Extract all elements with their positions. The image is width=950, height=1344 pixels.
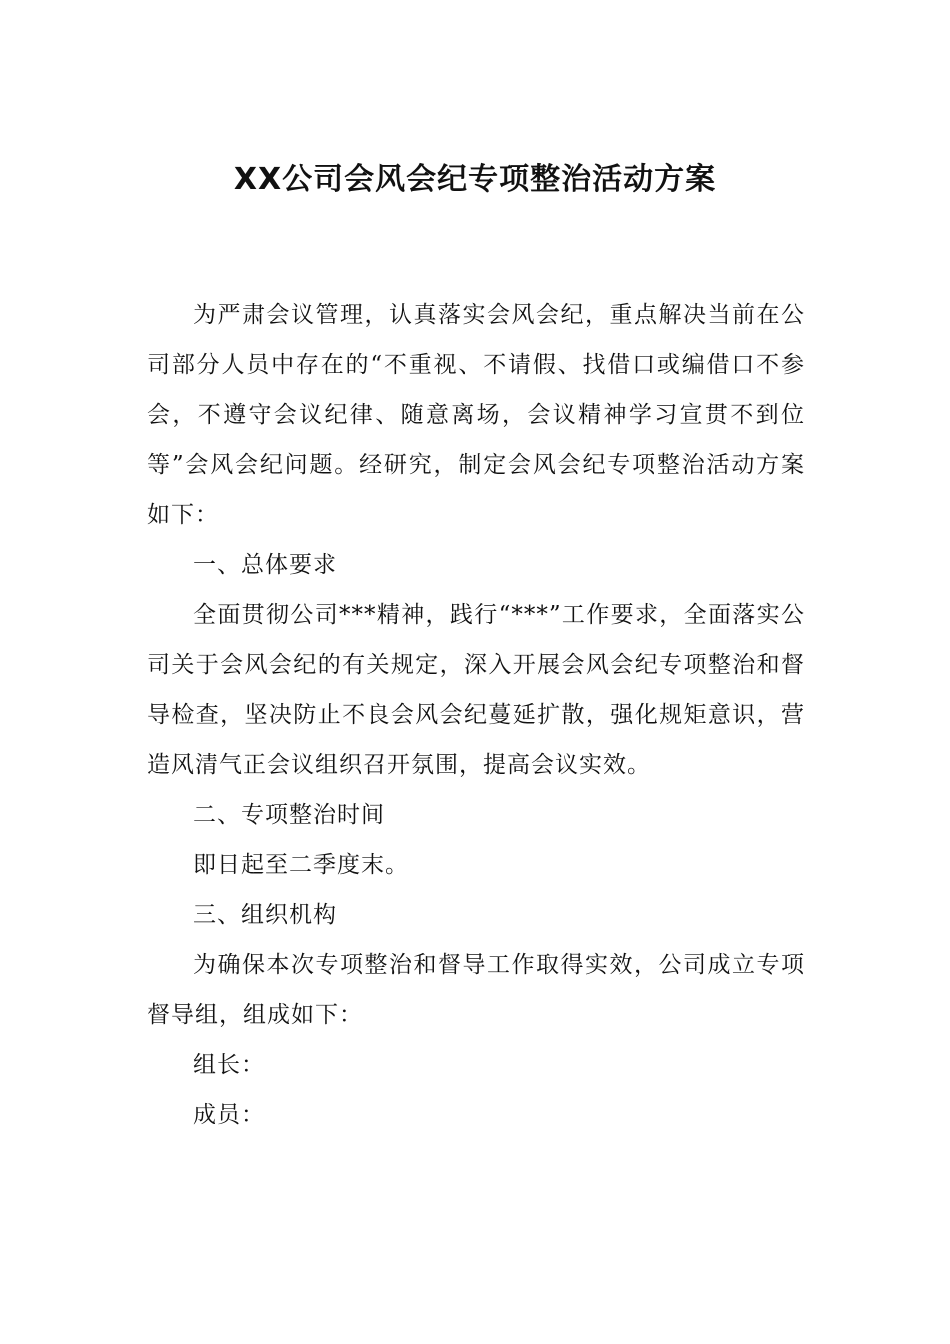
section-heading-overall-requirements: 一、总体要求 [193,552,337,578]
document-title: XX公司会风会纪专项整治活动方案 [233,162,717,197]
document-body [147,290,805,1140]
rectification-period-paragraph: 即日起至二季度末。 [193,852,409,878]
intro-paragraph: 为严肃会议管理，认真落实会风会纪，重点解决当前在公司部分人员中存在的“不重视、不请假、找借口或编借口不参会，不遵守会议纪律、随意离场，会议精神学习宣贯不到位等”会风会纪问题。经研究，制定会风会纪专项整治活动方案如下： [147,302,805,528]
overall-requirements-paragraph: 全面贯彻公司***精神，践行“***”工作要求，全面落实公司关于会风会纪的有关规定，深入开展会风会纪专项整治和督导检查，坚决防止不良会风会纪蔓延扩散，强化规矩意识，营造风清气正会议组织召开氛围，提高会议实效。 [147,602,805,778]
section-heading-organization: 三、组织机构 [193,902,337,928]
organization-paragraph: 为确保本次专项整治和督导工作取得实效，公司成立专项督导组，组成如下： [147,952,805,1028]
team-members-line: 成员： [193,1102,265,1128]
section-heading-rectification-period: 二、专项整治时间 [193,802,385,828]
team-leader-line: 组长： [193,1052,265,1078]
